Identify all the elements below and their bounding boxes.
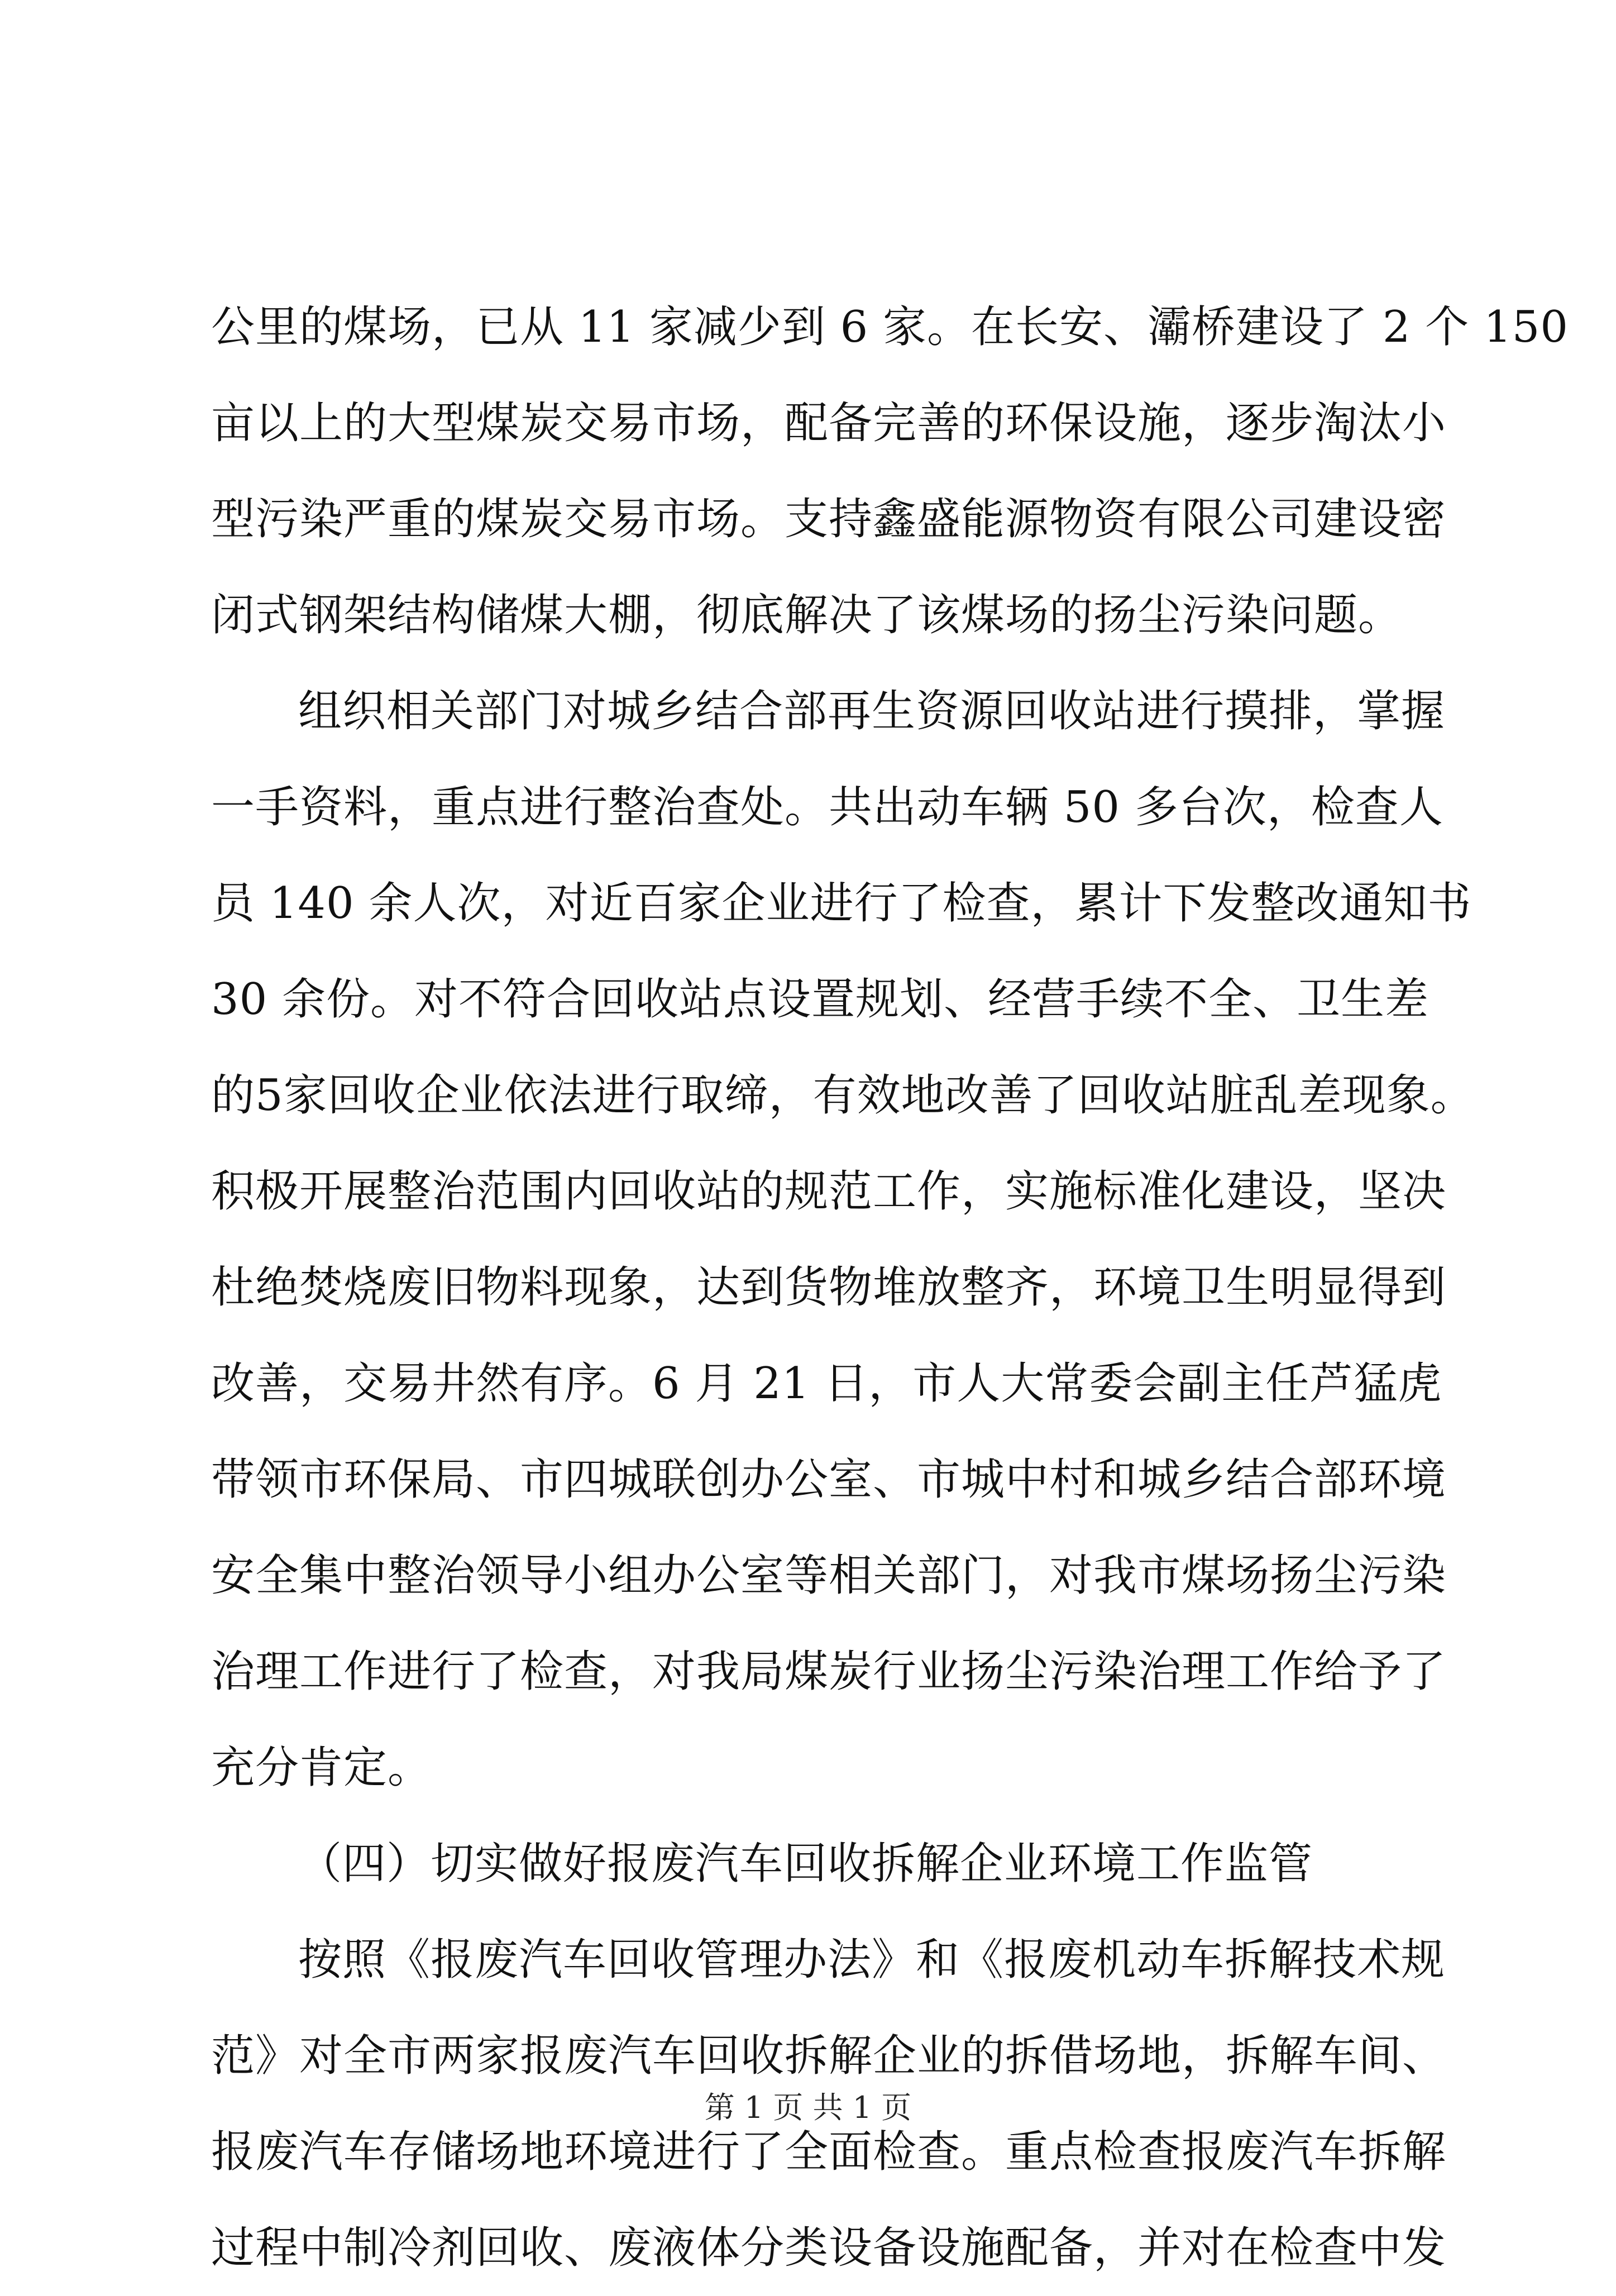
- paragraph-first-line: 按照《报废汽车回收管理办法》和《报废机动车拆解技术规: [298, 1935, 1446, 1985]
- text-line: 杜绝焚烧废旧物料现象，达到货物堆放整齐，环境卫生明显得到: [211, 1262, 1447, 1313]
- text-line: 30 余份。对不符合回收站点设置规划、经营手续不全、卫生差: [211, 974, 1429, 1025]
- document-body: [211, 279, 1569, 2296]
- text-line: 的5家回收企业依法进行取缔，有效地改善了回收站脏乱差现象。: [211, 1070, 1475, 1121]
- text-line: 报废汽车存储场地环境进行了全面检查。重点检查报废汽车拆解: [211, 2127, 1447, 2177]
- text-line: 闭式钢架结构储煤大棚，彻底解决了该煤场的扬尘污染问题。: [211, 590, 1403, 640]
- page-footer: 第 1 页 共 1 页: [704, 2090, 912, 2125]
- text-line: 治理工作进行了检查，对我局煤炭行业扬尘污染治理工作给予了: [211, 1647, 1447, 1697]
- text-line: 安全集中整治领导小组办公室等相关部门，对我市煤场扬尘污染: [211, 1551, 1447, 1601]
- section-heading: （四）切实做好报废汽车回收拆解企业环境工作监管: [298, 1839, 1313, 1889]
- text-line: 公里的煤场，已从 11 家减少到 6 家。在长安、灞桥建设了 2 个 150: [211, 302, 1569, 352]
- text-line: 带领市环保局、市四城联创办公室、市城中村和城乡结合部环境: [211, 1455, 1447, 1505]
- text-line: 型污染严重的煤炭交易市场。支持鑫盛能源物资有限公司建设密: [211, 494, 1447, 544]
- text-line: 一手资料，重点进行整治查处。共出动车辆 50 多台次，检查人: [211, 782, 1443, 833]
- text-line: 积极开展整治范围内回收站的规范工作，实施标准化建设，坚决: [211, 1166, 1447, 1217]
- text-line: 范》对全市两家报废汽车回收拆解企业的拆借场地，拆解车间、: [211, 2031, 1447, 2081]
- text-line: 亩以上的大型煤炭交易市场，配备完善的环保设施，逐步淘汰小: [211, 398, 1447, 448]
- text-line: 充分肯定。: [211, 1743, 432, 1793]
- paragraph-first-line: 组织相关部门对城乡结合部再生资源回收站进行摸排，掌握: [298, 686, 1446, 736]
- text-line: 过程中制冷剂回收、废液体分类设备设施配备，并对在检查中发: [211, 2223, 1447, 2273]
- text-line: 改善，交易井然有序。6 月 21 日，市人大常委会副主任芦猛虎: [211, 1359, 1442, 1409]
- text-line: 员 140 余人次，对近百家企业进行了检查，累计下发整改通知书: [211, 878, 1472, 929]
